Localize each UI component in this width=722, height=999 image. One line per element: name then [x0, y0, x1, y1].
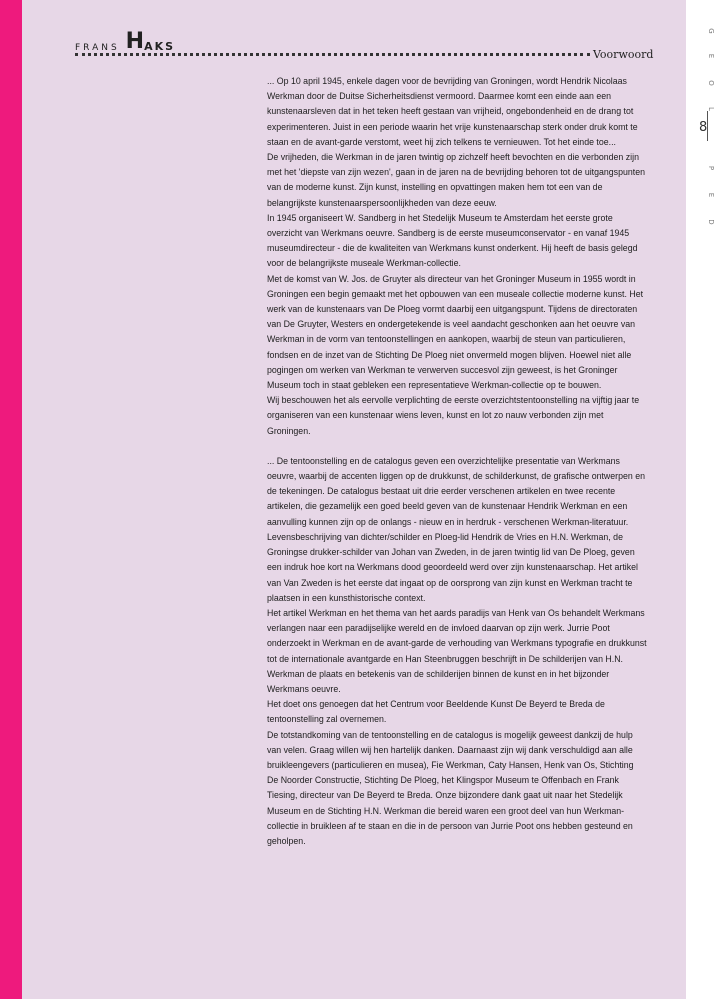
section-title: Voorwoord: [593, 48, 654, 61]
paragraph: ... De tentoonstelling en de catalogus geven een overzichtelijke presentatie van Werkmans oeuvre, waarbij de accenten liggen op de drukkunst, de schilderkunst, de grafische ontwerpen en de tekeningen. De catalogus bestaat uit drie eerder verschenen artikelen en twee recente artikelen, die gezamelijk een goed beeld geven van de kunstenaar Hendrik Werkman en een aanvulling kunnen zijn op de onlangs - nieuw en in herdruk - verschenen Werkman-literatuur. Levensbeschrijving van dichter/schilder en Ploeg-lid Hendrik de Vries en H.N. Werkman, de Groningse drukker-schilder van Johan van Zweden, in de jaren twintig lid van De Ploeg, geven een indruk hoe kort na Werkmans dood geoordeeld werd over zijn kunstenaarschap. Het artikel van Van Zweden is het eerste dat ingaat op de oorsprong van zijn kunst en Werkman tracht te plaatsen in een kunsthistorische context.: [267, 455, 646, 603]
paragraph: Met de komst van W. Jos. de Gruyter als directeur van het Groninger Museum in 1955 wordt in Groningen een begin gemaakt met het opbouwen van een museale collectie moderne kunst. Het werk van de kunstenaars van De Ploeg vormt daarbij een uitgangspunt. Tijdens de directoraten van De Gruyter, Westers en ondergetekende is veel aandacht geschonken aan het oeuvre van Werkman in de vorm van tentoonstellingen en aankopen, waarbij de steun van particulieren, fondsen en de inzet van de Stichting De Ploeg niet onvermeld mogen blijven. Hoewel niet alle pogingen om werken van Werkman te verwerven succesvol zijn geweest, is het Groninger Museum toch in staat gebleken een representatieve Werkman-collectie op te bouwen.: [267, 273, 644, 391]
author-name: [75, 31, 175, 55]
side-letter: O: [707, 80, 715, 86]
paragraph: In 1945 organiseert W. Sandberg in het Stedelijk Museum te Amsterdam het eerste grote overzicht van Werkmans oeuvre. Sandberg is de eerste museumconservator - en vanaf 1945 museumdirecteur - die de kwaliteiten van Werkmans kunst onderkent. Hij heeft de basis gelegd voor de belangrijkste museale Werkman-collectie.: [267, 212, 638, 269]
paragraph: Het doet ons genoegen dat het Centrum voor Beeldende Kunst De Beyerd te Breda de tentoonstelling zal overnemen.: [267, 699, 605, 725]
magenta-accent-bar: [0, 0, 22, 999]
side-letter: E: [707, 53, 715, 59]
foreword-body: [267, 74, 647, 849]
dotted-rule: [75, 53, 590, 56]
paragraph: De vrijheden, die Werkman in de jaren twintig op zichzelf heeft bevochten en die verbonden zijn met het 'diepste van zijn wezen', gaan in de jaren na de bevrijding behoren tot de uitgangspunten van de moderne kunst. Zijn kunst, instelling en opvattingen maken hem tot een van de belangrijkste kunstenaarspersoonlijkheden van deze eeuw.: [267, 152, 645, 208]
paragraph: De totstandkoming van de tentoonstelling en de catalogus is mogelijk geweest dankzij de hulp van velen. Graag willen wij hen hartelijk danken. Daarnaast zijn wij dank verschuldigd aan alle bruikleengevers (particulieren en musea), Fie Werkman, Caty Hansen, Henk van Os, Stichting De Noorder Constructie, Stichting De Ploeg, het Klingspor Museum te Offenbach en Frank Tiesing, directeur van De Beyerd te Breda. Onze bijzondere dank gaat uit naar het Stedelijk Museum en de Stichting H.N. Werkman die bereid waren een groot deel van hun Werkman-collectie in bruikleen af te staan en die in de persoon van Jurrie Poot ons hebben gesteund en geholpen.: [267, 729, 634, 846]
paragraph: Wij beschouwen het als eervolle verplichting de eerste overzichtstentoonstelling na vijftig jaar te organiseren van een kunstenaar wiens leven, kunst en lot zo nauw verbonden zijn met Groningen.: [267, 395, 640, 436]
author-last-name: AKS: [144, 40, 176, 53]
page-number: 8: [699, 120, 708, 135]
author-first-name: FRANS: [75, 43, 120, 53]
side-letter: P: [707, 165, 715, 171]
author-initial: H: [125, 29, 145, 54]
paragraph-gap: [267, 439, 647, 454]
paragraph: Het artikel Werkman en het thema van het aards paradijs van Henk van Os behandelt Werkmans verlangen naar een paradijselijke wereld en de invloed daarvan op zijn werk. Jurrie Poot onderzoekt in Werkman en de avant-garde de verhouding van Werkmans typografie en drukkunst tot de internationale avantgarde en Han Steenbruggen beschrijft in De schilderijen van H.N. Werkman de plaats en betekenis van de schilderijen binnen de kunst en in het bijzonder Werkmans oeuvre.: [267, 607, 647, 694]
side-letter: G: [707, 28, 715, 34]
side-letter: L: [707, 107, 715, 111]
side-letter: D: [707, 219, 715, 225]
paragraph: ... Op 10 april 1945, enkele dagen voor de bevrijding van Groningen, wordt Hendrik Nicolaas Werkman door de Duitse Sicherheitsdienst vermoord. Daarmee komt een einde aan een kunstenaarsleven dat in het teken heeft gestaan van vrijheid, ongebondenheid en de drang tot experimenteren. Juist in een periode waarin het vrije kunstenaarschap sterk onder druk komt te staan en de avant-garde verstomt, weet hij zich telkens te vernieuwen. Tot het einde toe...: [267, 76, 638, 147]
side-letter: E: [707, 192, 715, 198]
